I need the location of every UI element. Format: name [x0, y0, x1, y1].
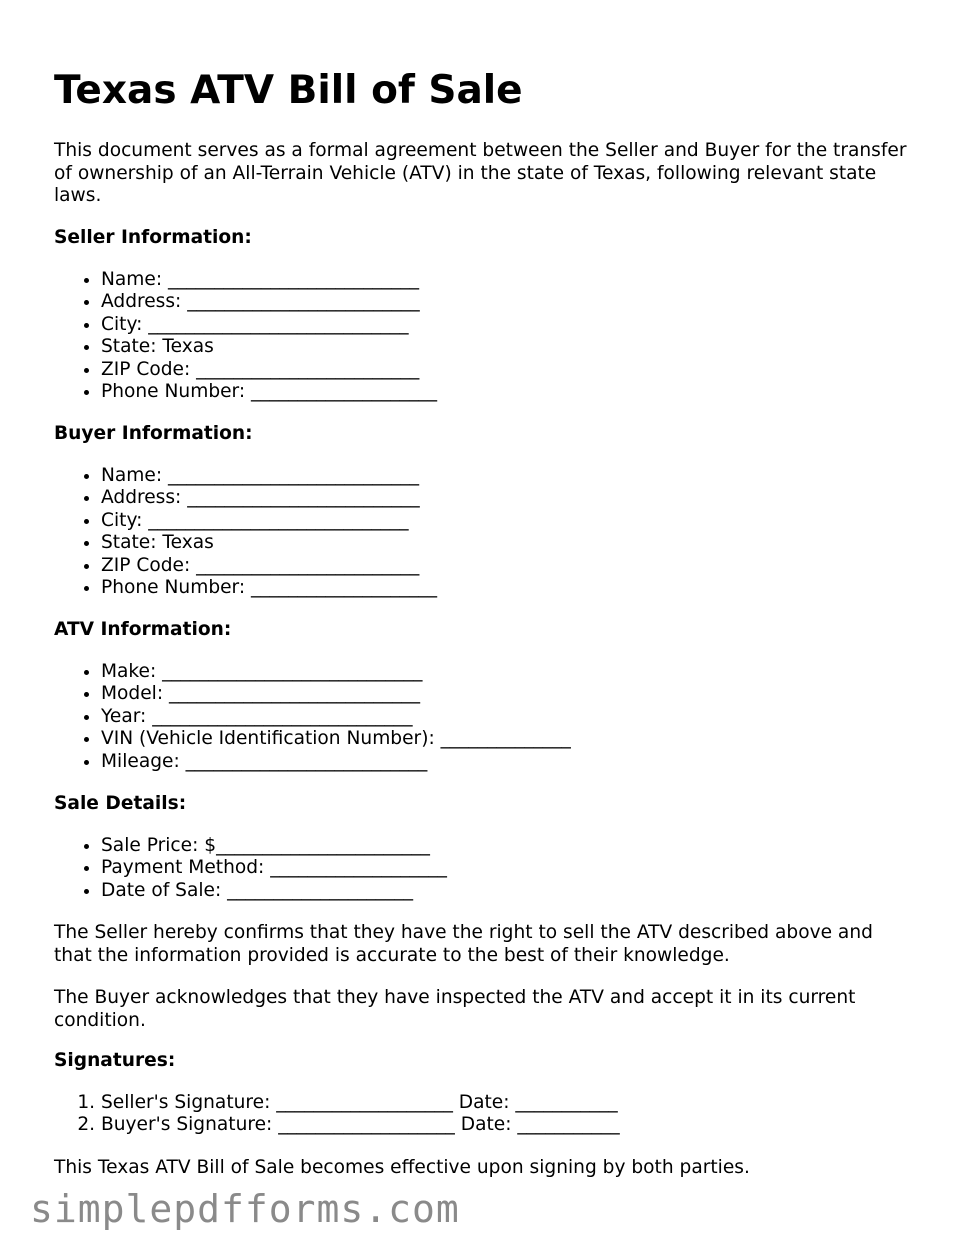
list-item: • ZIP Code: ________________________: [101, 359, 914, 382]
list-item: • Date of Sale: ____________________: [101, 880, 914, 903]
seller-section: [54, 227, 914, 404]
seller-confirm-block: [54, 922, 914, 967]
sale-heading: Sale Details:: [54, 793, 187, 814]
buyer-ack-paragraph: The Buyer acknowledges that they have inspected the ATV and accept it in its current condition.: [54, 987, 856, 1031]
list-item: 2. Buyer's Signature: ___________________ Date: ___________: [101, 1114, 914, 1137]
closing-paragraph: This Texas ATV Bill of Sale becomes effective upon signing by both parties.: [54, 1157, 750, 1178]
sale-list: [54, 835, 914, 903]
list-item: • Name: ___________________________: [101, 269, 914, 292]
watermark: simplepdfforms.com: [30, 1187, 460, 1231]
buyer-section: [54, 423, 914, 600]
intro-block: [54, 140, 914, 208]
list-item: • Sale Price: $_______________________: [101, 835, 914, 858]
seller-heading: Seller Information:: [54, 227, 252, 248]
list-item: • Phone Number: ____________________: [101, 381, 914, 404]
sale-section: [54, 793, 914, 902]
list-item: • Model: ___________________________: [101, 683, 914, 706]
closing-block: [54, 1157, 914, 1180]
buyer-list: [54, 465, 914, 600]
list-item: • Mileage: __________________________: [101, 751, 914, 774]
list-item: • Phone Number: ____________________: [101, 577, 914, 600]
list-item: • City: ____________________________: [101, 510, 914, 533]
list-item: • Address: _________________________: [101, 487, 914, 510]
list-item: • Make: ____________________________: [101, 661, 914, 684]
list-item: • Payment Method: ___________________: [101, 857, 914, 880]
list-item: 1. Seller's Signature: ___________________ Date: ___________: [101, 1092, 914, 1115]
list-item: • State: Texas: [101, 532, 914, 555]
page-title: Texas ATV Bill of Sale: [54, 68, 523, 113]
list-item: • Year: ____________________________: [101, 706, 914, 729]
list-item: • Address: _________________________: [101, 291, 914, 314]
list-item: • Name: ___________________________: [101, 465, 914, 488]
intro-paragraph: This document serves as a formal agreement between the Seller and Buyer for the transfer of ownership of an All-Terrain Vehicle (ATV) in the state of Texas, following relevant state laws.: [54, 140, 907, 206]
buyer-heading: Buyer Information:: [54, 423, 253, 444]
seller-confirm-paragraph: The Seller hereby confirms that they have the right to sell the ATV described above and that the information provided is accurate to the best of their knowledge.: [54, 922, 873, 966]
signatures-section: [54, 1050, 914, 1137]
seller-list: [54, 269, 914, 404]
list-item: • State: Texas: [101, 336, 914, 359]
signatures-list: [54, 1092, 914, 1137]
list-item: • VIN (Vehicle Identification Number): ______________: [101, 728, 914, 751]
buyer-ack-block: [54, 987, 914, 1032]
atv-list: [54, 661, 914, 774]
list-item: • City: ____________________________: [101, 314, 914, 337]
atv-heading: ATV Information:: [54, 619, 232, 640]
signatures-heading: Signatures:: [54, 1050, 176, 1071]
list-item: • ZIP Code: ________________________: [101, 555, 914, 578]
atv-section: [54, 619, 914, 773]
